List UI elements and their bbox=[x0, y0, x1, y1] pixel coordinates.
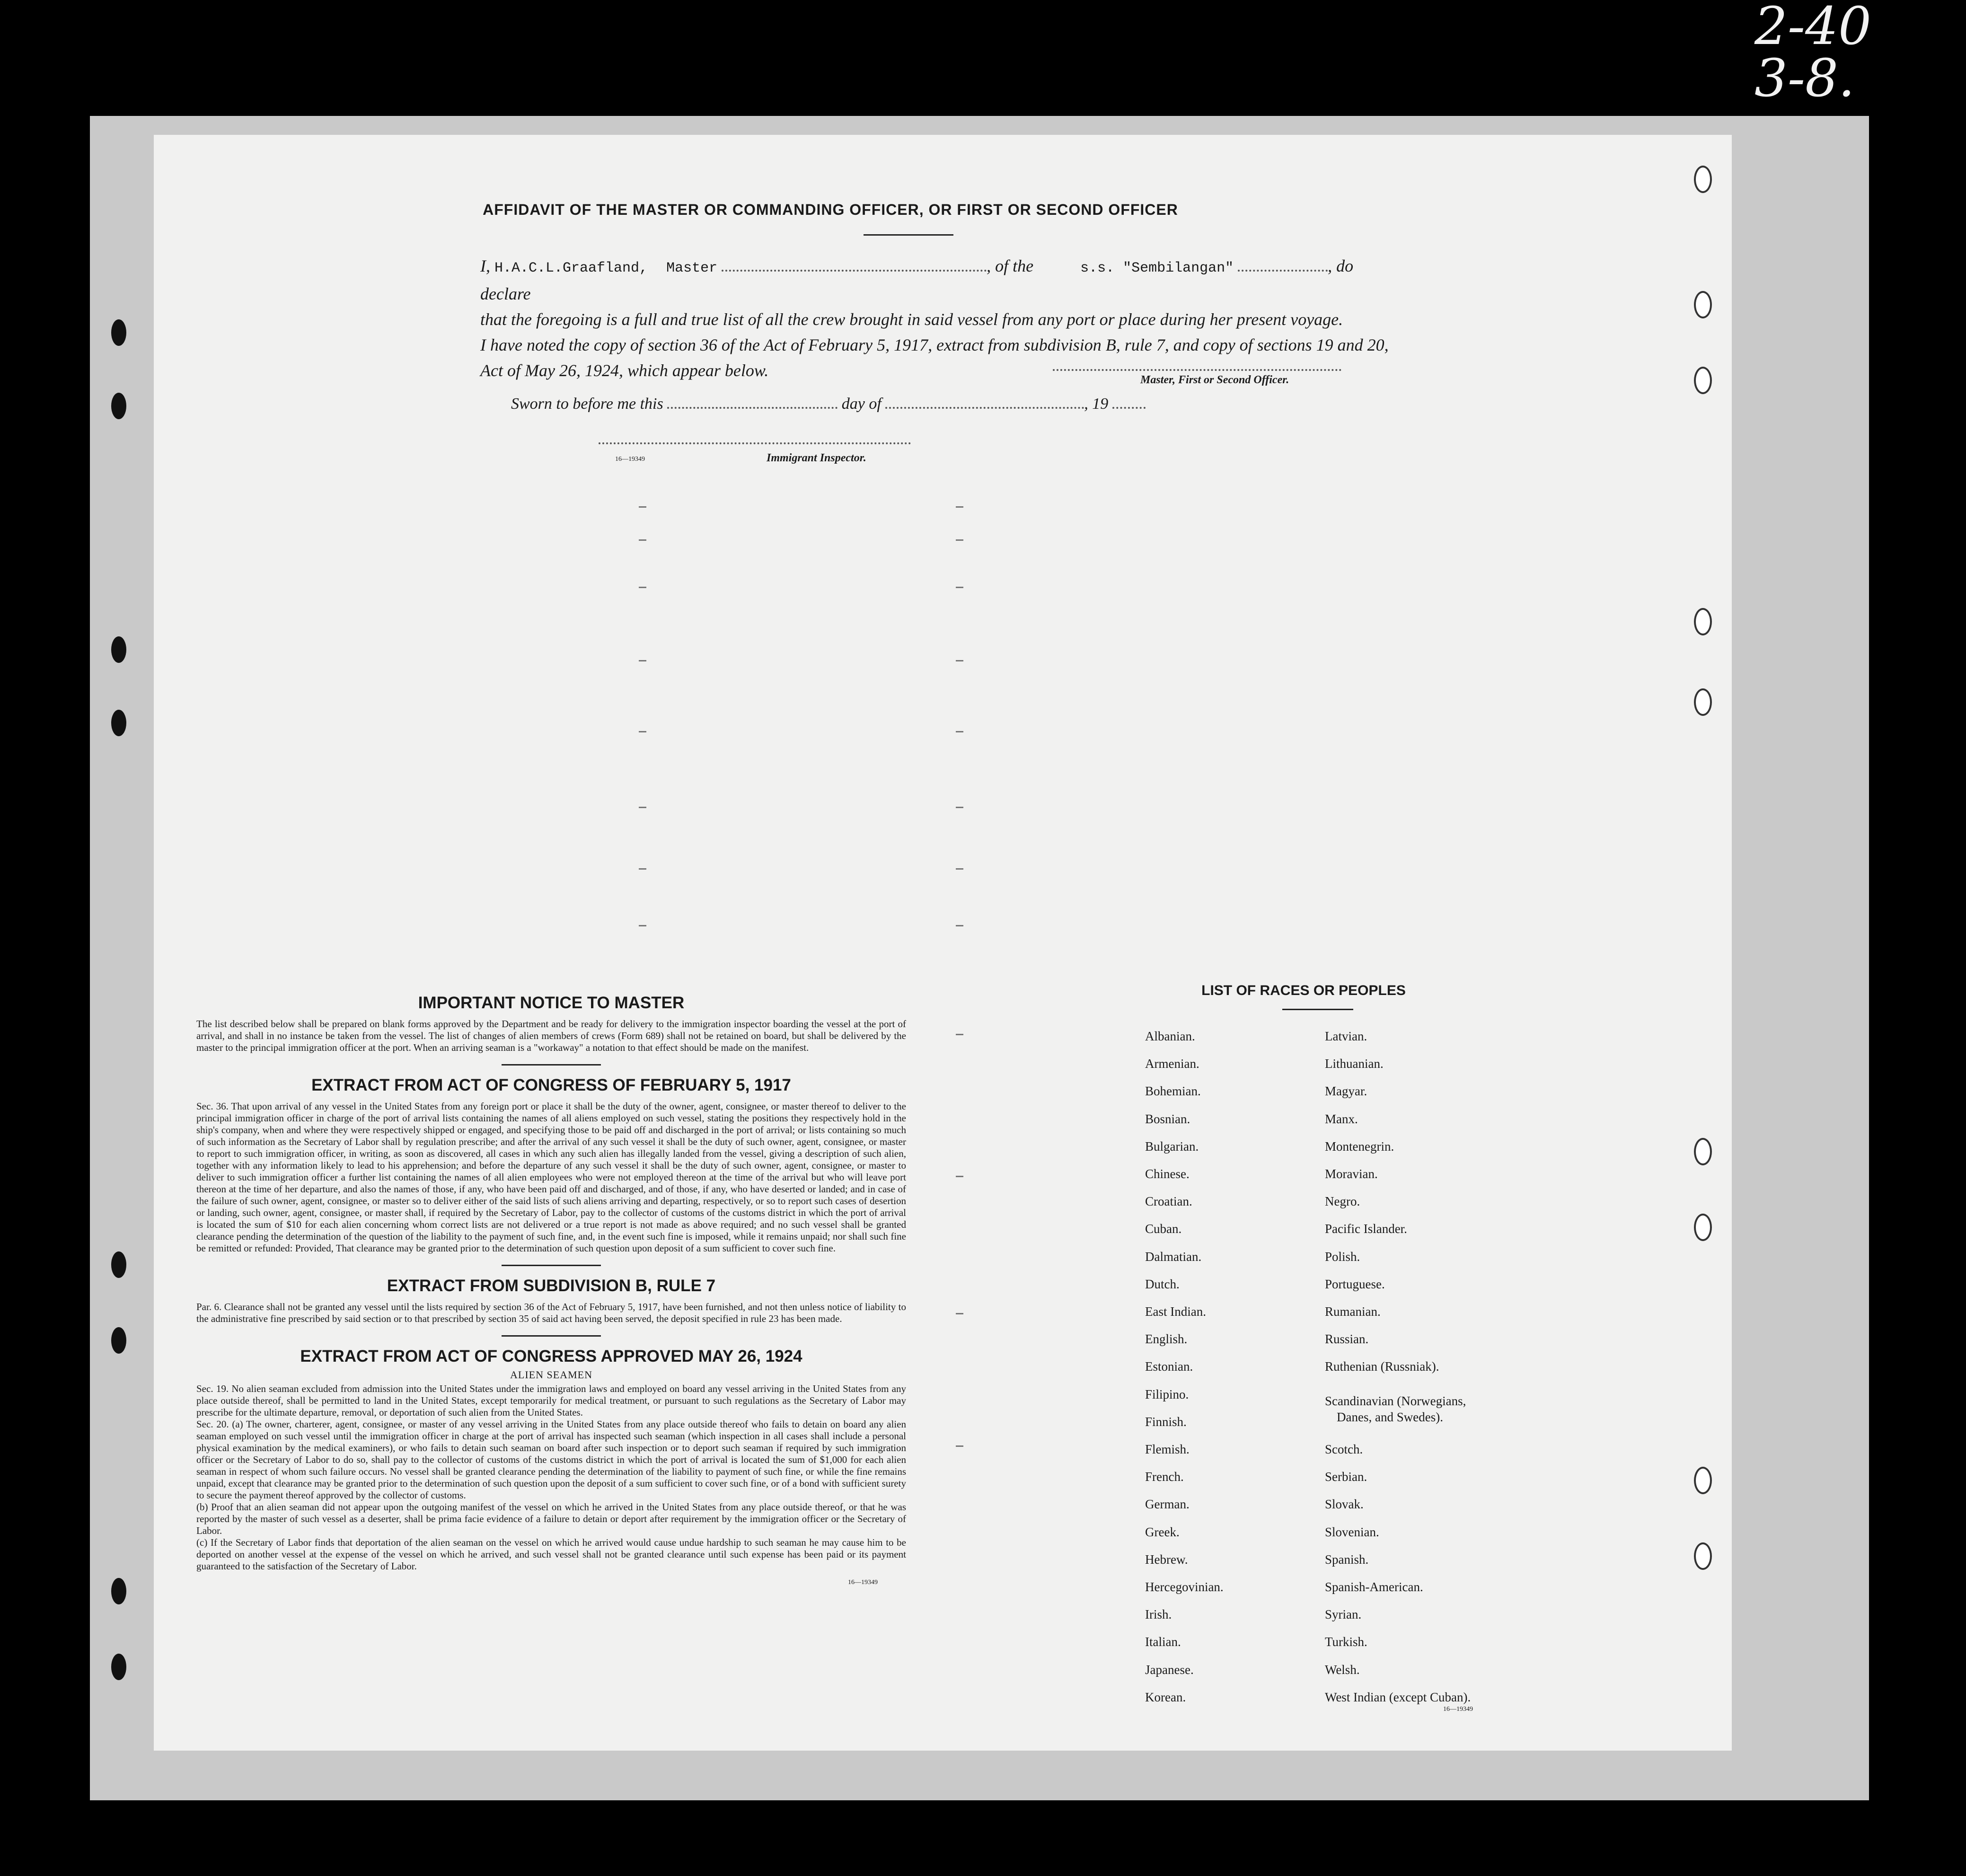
section-rule bbox=[502, 1265, 601, 1266]
races-title: LIST OF RACES OR PEOPLES bbox=[1201, 983, 1406, 998]
column-dash bbox=[956, 868, 963, 870]
sworn-prefix: Sworn to before me this bbox=[511, 395, 663, 413]
affidavit-line-1 bbox=[480, 253, 1393, 307]
race-item: Hebrew. bbox=[1145, 1552, 1188, 1567]
title-rule bbox=[864, 234, 953, 236]
race-item: Hercegovinian. bbox=[1145, 1580, 1224, 1594]
punch-hole bbox=[1694, 291, 1712, 318]
race-item: French. bbox=[1145, 1470, 1184, 1484]
binding-hole bbox=[111, 1327, 126, 1354]
punch-hole bbox=[1694, 1138, 1712, 1165]
race-item: Manx. bbox=[1325, 1111, 1358, 1126]
column-dash bbox=[956, 587, 963, 588]
column-dash bbox=[956, 506, 963, 508]
race-item: Danes, and Swedes). bbox=[1337, 1410, 1443, 1424]
race-item: Dutch. bbox=[1145, 1277, 1180, 1291]
notice-form-number: 16—19349 bbox=[848, 1579, 878, 1586]
sworn-year-dotline bbox=[1112, 407, 1146, 409]
affidavit-form-number: 16—19349 bbox=[615, 456, 645, 463]
tally-line-1: 2-40 bbox=[1754, 0, 1871, 56]
race-item: Scandinavian (Norwegians, bbox=[1325, 1394, 1466, 1408]
column-dash bbox=[639, 925, 646, 926]
tally-line-2: 3-8. bbox=[1754, 48, 1855, 108]
race-item: Syrian. bbox=[1325, 1607, 1362, 1622]
binding-hole bbox=[111, 1251, 126, 1278]
binding-hole bbox=[111, 1578, 126, 1604]
race-item: Moravian. bbox=[1325, 1167, 1378, 1181]
inspector-signature-line bbox=[599, 442, 911, 444]
punch-hole bbox=[1694, 1214, 1712, 1241]
race-item: Dalmatian. bbox=[1145, 1249, 1202, 1264]
sworn-year-label: , 19 bbox=[1084, 395, 1109, 413]
race-item: Bohemian. bbox=[1145, 1084, 1201, 1099]
extract-1917-title: EXTRACT FROM ACT OF CONGRESS OF FEBRUARY 5, 1917 bbox=[311, 1076, 791, 1094]
race-item: Scotch. bbox=[1325, 1442, 1363, 1456]
race-item: Croatian. bbox=[1145, 1194, 1192, 1209]
section-rule bbox=[502, 1335, 601, 1337]
punch-hole bbox=[1694, 166, 1712, 193]
race-item: Chinese. bbox=[1145, 1167, 1190, 1181]
race-item: Negro. bbox=[1325, 1194, 1360, 1209]
race-item: German. bbox=[1145, 1497, 1190, 1512]
signature-caption: Master, First or Second Officer. bbox=[1140, 374, 1289, 386]
race-item: Slovenian. bbox=[1325, 1524, 1379, 1539]
extract-1924-subtitle: ALIEN SEAMEN bbox=[510, 1369, 592, 1381]
punch-hole bbox=[1694, 608, 1712, 635]
affidavit-body bbox=[480, 253, 1393, 383]
race-item: Welsh. bbox=[1325, 1662, 1360, 1677]
extract-1917-body: Sec. 36. That upon arrival of any vessel in the United States from any foreign port or place it shall be the duty of the owner, agent, consignee, or master thereof to deliver to the principal immigration officer in charge of the port of arrival lists containing the names of all aliens employed on such vessel, stating the positions they respectively hold in the ship's company, when and where they were respectively shipped or engaged, and specifying those to be paid off and discharged in the port of arrival; or lists containing so much of such information as the Secretary of Labor shall by regulation prescribe; and after the arrival of any such vessel it shall be the duty of such owner, agent, consignee, or master to report to such immigration officer, in writing, as soon as discovered, all cases in which any such alien has illegally landed from the vessel, giving a description of such alien, together with any information likely to lead to his apprehension; and before the departure of any such vessel it shall be the duty of such owner, agent, consignee, or master to deliver to such immigration officer a further list containing the names of all alien employees who were not employed thereon at the time of the arrival but who will leave port thereon at the time of her departure, and also the names of those, if any, who have been paid off and discharged, and of those, if any, who have deserted or landed; and in case of the failure of such owner, agent, consignee, or master so to deliver either of the said lists of such aliens arriving and departing, respectively, or so to report such cases of desertion or landing, such owner, agent, consignee, or master shall, if required by the Secretary of Labor, pay to the collector of customs of the customs district in which the port of arrival is located the sum of $10 for each alien concerning whom correct lists are not delivered or a true report is not made as above required; and no such vessel shall be granted clearance pending the determination of the question of the liability to the payment of such fine, and, in the event such fine is imposed, while it remains unpaid; nor shall such fine be remitted or refunded: Provided, That clearance may be granted prior to the determination of such question upon deposit of a sum sufficient to cover such fine. bbox=[196, 1101, 906, 1254]
race-item: Latvian. bbox=[1325, 1029, 1367, 1043]
section-rule bbox=[502, 1064, 601, 1066]
declarant-prefix: I, bbox=[480, 256, 490, 275]
sworn-date-dotline bbox=[667, 407, 838, 409]
affidavit-line-3: I have noted the copy of section 36 of the Act of February 5, 1917, extract from subdivision B, rule 7, and copy of sections 19 and 20, bbox=[480, 335, 1389, 354]
column-dash bbox=[956, 1034, 963, 1035]
binding-hole bbox=[111, 393, 126, 419]
binding-hole bbox=[111, 1654, 126, 1680]
affidavit-title: AFFIDAVIT OF THE MASTER OR COMMANDING OFFICER, OR FIRST OR SECOND OFFICER bbox=[483, 201, 1178, 218]
extract-rule7-title: EXTRACT FROM SUBDIVISION B, RULE 7 bbox=[387, 1277, 716, 1295]
signature-line bbox=[1053, 369, 1341, 371]
inspector-caption: Immigrant Inspector. bbox=[767, 452, 866, 464]
race-item: Serbian. bbox=[1325, 1470, 1367, 1484]
column-dash bbox=[639, 731, 646, 732]
column-dash bbox=[956, 1445, 963, 1447]
race-item: Ruthenian (Russniak). bbox=[1325, 1359, 1439, 1374]
race-item: West Indian (except Cuban). bbox=[1325, 1690, 1471, 1704]
race-item: Bulgarian. bbox=[1145, 1139, 1199, 1154]
race-item: Spanish. bbox=[1325, 1552, 1369, 1567]
race-item: Turkish. bbox=[1325, 1635, 1367, 1649]
race-item: Lithuanian. bbox=[1325, 1057, 1384, 1071]
race-item: Japanese. bbox=[1145, 1662, 1194, 1677]
race-item: Irish. bbox=[1145, 1607, 1172, 1622]
column-dash bbox=[639, 539, 646, 541]
race-item: Bosnian. bbox=[1145, 1111, 1190, 1126]
race-item: Montenegrin. bbox=[1325, 1139, 1394, 1154]
race-item: Spanish-American. bbox=[1325, 1580, 1423, 1594]
binding-hole bbox=[111, 636, 126, 663]
punch-hole bbox=[1694, 367, 1712, 394]
extract-rule7-body: Par. 6. Clearance shall not be granted any vessel until the lists required by section 36 of the Act of February 5, 1917, have been furnished, and not then unless notice of liability to the administrative fine prescribed by said section or to that prescribed by section 35 of said act having been served, the deposit specified in rule 23 has been made. bbox=[196, 1301, 906, 1324]
extract-1924-title: EXTRACT FROM ACT OF CONGRESS APPROVED MAY 26, 1924 bbox=[300, 1347, 802, 1365]
extract-1924-sec19: Sec. 19. No alien seaman excluded from admission into the United States under the immigration laws and employed on board any vessel arriving in the United States from any place outside thereof, shall be permitted to land in the United States, except temporarily for medical treatment, or pursuant to such regulations as the Secretary of Labor may prescribe for the ultimate departure, removal, or deportation of such alien from the United States. bbox=[196, 1383, 906, 1418]
race-item: Albanian. bbox=[1145, 1029, 1195, 1043]
column-dash bbox=[639, 506, 646, 508]
column-dash bbox=[956, 539, 963, 541]
declarant-rank: Master bbox=[666, 260, 718, 276]
column-dash bbox=[956, 731, 963, 732]
affidavit-line-4: Act of May 26, 1924, which appear below. bbox=[480, 361, 769, 380]
race-item: Cuban. bbox=[1145, 1222, 1182, 1236]
race-item: Estonian. bbox=[1145, 1359, 1193, 1374]
race-item: East Indian. bbox=[1145, 1304, 1206, 1319]
vessel-dotline bbox=[1238, 270, 1328, 272]
corner-tally-annotation bbox=[1754, 0, 1871, 108]
race-item: Greek. bbox=[1145, 1524, 1180, 1539]
race-item: Portuguese. bbox=[1325, 1277, 1385, 1291]
race-item: Finnish. bbox=[1145, 1414, 1187, 1429]
race-item: Italian. bbox=[1145, 1635, 1181, 1649]
column-dash bbox=[639, 868, 646, 870]
notice-body: The list described below shall be prepared on blank forms approved by the Department and be ready for delivery to the immigration inspector boarding the vessel at the port of arrival, and shall in no instance be taken from the vessel. The list of changes of alien members of crews (Form 689) shall not be retained on board, but shall be delivered by the master to the principal immigration officer at the port. When an arriving seaman is a "workaway" a notation to that effect should be made on the manifest. bbox=[196, 1018, 906, 1053]
column-dash bbox=[639, 660, 646, 661]
race-item: Magyar. bbox=[1325, 1084, 1367, 1099]
do-declare-label: , do declare bbox=[480, 256, 1354, 303]
sworn-month-dotline bbox=[885, 407, 1084, 409]
race-item: Russian. bbox=[1325, 1332, 1369, 1347]
punch-hole bbox=[1694, 688, 1712, 716]
affidavit-line-2: that the foregoing is a full and true list of all the crew brought in said vessel from any port or place during her present voyage. bbox=[480, 310, 1343, 329]
punch-hole bbox=[1694, 1467, 1712, 1494]
race-item: Slovak. bbox=[1325, 1497, 1364, 1512]
column-dash bbox=[956, 925, 963, 926]
column-dash bbox=[956, 1313, 963, 1314]
notice-title: IMPORTANT NOTICE TO MASTER bbox=[418, 994, 685, 1012]
column-dash bbox=[639, 587, 646, 588]
race-item: Armenian. bbox=[1145, 1057, 1199, 1071]
column-dash bbox=[639, 807, 646, 808]
column-dash bbox=[956, 1176, 963, 1177]
manifest-back-page bbox=[154, 135, 1732, 1751]
race-item: Filipino. bbox=[1145, 1387, 1189, 1401]
race-item: Polish. bbox=[1325, 1249, 1360, 1264]
column-dash bbox=[956, 807, 963, 808]
sworn-line bbox=[511, 395, 1146, 413]
extract-1924-sec20b: (b) Proof that an alien seaman did not appear upon the outgoing manifest of the vessel on which he arrived in the United States from any place outside thereof, or that he was reported by the master of such vessel as a deserter, shall be prima facie evidence of a failure to detain or deport after requirement by the immigration officer or the Secretary of Labor. bbox=[196, 1501, 906, 1536]
race-item: English. bbox=[1145, 1332, 1188, 1347]
race-item: Korean. bbox=[1145, 1690, 1186, 1704]
extract-1924-sec20c: (c) If the Secretary of Labor finds that deportation of the alien seaman on the vessel on which he arrived would cause undue hardship to such seaman he may cause him to be deported on another vessel at the expense of the vessel on which he arrived, and such vessel shall not be granted clearance until such expense has been paid or its payment guaranteed to the satisfaction of the Secretary of Labor. bbox=[196, 1537, 906, 1572]
race-item: Pacific Islander. bbox=[1325, 1222, 1407, 1236]
declarant-name: H.A.C.L.Graafland, bbox=[494, 260, 648, 276]
races-form-number: 16—19349 bbox=[1443, 1706, 1473, 1713]
races-title-rule bbox=[1282, 1009, 1353, 1010]
race-item: Rumanian. bbox=[1325, 1304, 1381, 1319]
declarant-dotline bbox=[722, 270, 987, 272]
extract-1924-sec20a: Sec. 20. (a) The owner, charterer, agent, consignee, or master of any vessel arriving in the United States from any place outside thereof who fails to detain on board any alien seaman employed on such vessel until the immigration officer in charge at the port of arrival has inspected such seaman (which inspection in all cases shall include a personal physical examination by the medical examiners), or who fails to detain such seaman on board after such inspection or to deport such seaman if required by such immigration officer or the Secretary of Labor to do so, shall pay to the collector of customs of the customs district in which the port of arrival is located the sum of $1,000 for each alien seaman in respect of whom such failure occurs. No vessel shall be granted clearance pending the determination of the liability to payment of such fine, or while the fine remains unpaid, except that clearance may be granted prior to the determination of such question upon the deposit of a sum sufficient to cover such fine, or of a bond with sufficient surety to secure the payment thereof approved by the collector of customs. bbox=[196, 1418, 906, 1501]
punch-hole bbox=[1694, 1542, 1712, 1570]
of-the-label: , of the bbox=[987, 256, 1034, 275]
sworn-day-label: day of bbox=[841, 395, 882, 413]
binding-hole bbox=[111, 319, 126, 346]
race-item: Flemish. bbox=[1145, 1442, 1190, 1456]
vessel-name: s.s. "Sembilangan" bbox=[1080, 260, 1234, 276]
notice-column bbox=[196, 994, 906, 1586]
column-dash bbox=[956, 660, 963, 661]
binding-hole bbox=[111, 710, 126, 736]
